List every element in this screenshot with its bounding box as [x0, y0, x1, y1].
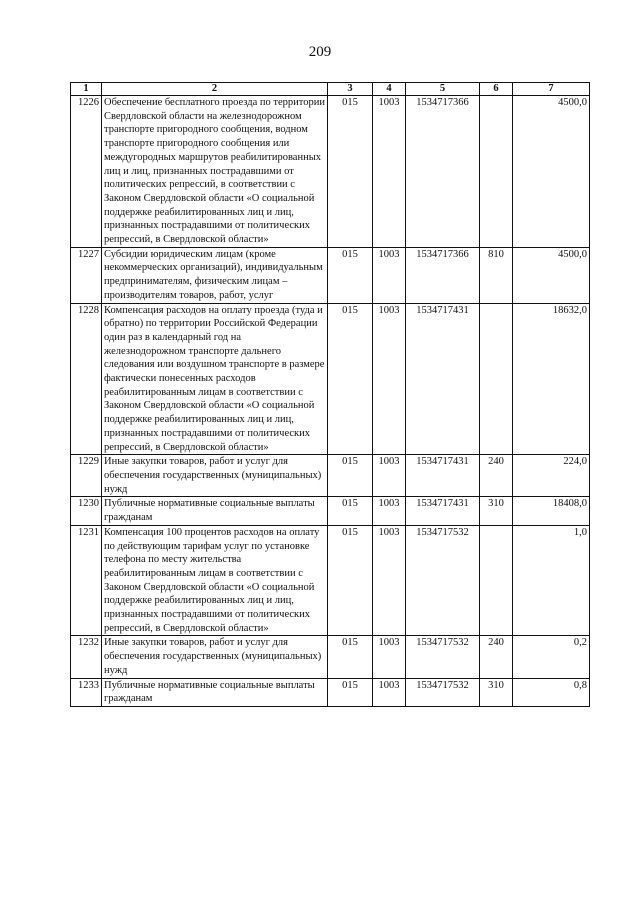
col-header-6: 6: [480, 83, 513, 96]
col-header-2: 2: [102, 83, 328, 96]
row-number: 1227: [71, 247, 102, 303]
header-row: [71, 83, 590, 96]
row-amount: 4500,0: [513, 247, 590, 303]
row-code-6: [480, 96, 513, 248]
row-description: Субсидии юридическим лицам (кроме некоммерческих организаций), индивидуальным предпринимателям, физическим лицам – производителям товаров, работ, услуг: [102, 247, 328, 303]
budget-table: [70, 82, 590, 707]
row-amount: 4500,0: [513, 96, 590, 248]
row-code-6: 310: [480, 497, 513, 525]
col-header-1: 1: [71, 83, 102, 96]
row-description: Иные закупки товаров, работ и услуг для обеспечения государственных (муниципальных) нужд: [102, 455, 328, 497]
row-code-4: 1003: [373, 96, 406, 248]
table-row: [71, 525, 590, 636]
row-number: 1226: [71, 96, 102, 248]
table-row: [71, 247, 590, 303]
row-code-4: 1003: [373, 497, 406, 525]
row-code-6: 240: [480, 455, 513, 497]
row-code-4: 1003: [373, 303, 406, 455]
table-row: [71, 96, 590, 248]
row-code-6: 810: [480, 247, 513, 303]
row-number: 1230: [71, 497, 102, 525]
row-description: Компенсация расходов на оплату проезда (туда и обратно) по территории Российской Федерации один раз в календарный год на железнодорожном транспорте дальнего следования или воздушном транспорте в размере фактически понесенных расходов реабилитированным лицам в соответствии с Законом Свердловской области «О социальной поддержке реабилитированных лиц и лиц, признанных пострадавшими от политических репрессий, в Свердловской области»: [102, 303, 328, 455]
row-code-5: 1534717532: [406, 678, 480, 706]
row-code-6: 310: [480, 678, 513, 706]
row-description: Иные закупки товаров, работ и услуг для обеспечения государственных (муниципальных) нужд: [102, 636, 328, 678]
row-amount: 224,0: [513, 455, 590, 497]
row-number: 1232: [71, 636, 102, 678]
row-code-4: 1003: [373, 247, 406, 303]
row-code-4: 1003: [373, 636, 406, 678]
row-code-6: 240: [480, 636, 513, 678]
row-description: Публичные нормативные социальные выплаты гражданам: [102, 497, 328, 525]
row-number: 1233: [71, 678, 102, 706]
table-row: [71, 678, 590, 706]
row-code-5: 1534717431: [406, 497, 480, 525]
row-amount: 0,2: [513, 636, 590, 678]
row-description: Компенсация 100 процентов расходов на оплату по действующим тарифам услуг по установке телефона по месту жительства реабилитированным лицам в соответствии с Законом Свердловской области «О социальной поддержке реабилитированных лиц и лиц, признанных пострадавшими от политических репрессий, в Свердловской области»: [102, 525, 328, 636]
row-code-3: 015: [328, 96, 373, 248]
row-code-3: 015: [328, 455, 373, 497]
table-row: [71, 303, 590, 455]
col-header-4: 4: [373, 83, 406, 96]
row-code-3: 015: [328, 247, 373, 303]
col-header-3: 3: [328, 83, 373, 96]
table-row: [71, 455, 590, 497]
table-row: [71, 497, 590, 525]
row-number: 1229: [71, 455, 102, 497]
page-number: 209: [308, 44, 332, 60]
row-code-3: 015: [328, 678, 373, 706]
row-code-4: 1003: [373, 678, 406, 706]
row-code-5: 1534717431: [406, 303, 480, 455]
row-description: Публичные нормативные социальные выплаты гражданам: [102, 678, 328, 706]
row-code-5: 1534717366: [406, 247, 480, 303]
row-code-3: 015: [328, 497, 373, 525]
row-description: Обеспечение бесплатного проезда по территории Свердловской области на железнодорожном транспорте пригородного сообщения, водном транспорте пригородного сообщения или междугородных маршрутов реабилитированных лиц и лиц, признанных пострадавшими от политических репрессий, в соответствии с Законом Свердловской области «О социальной поддержке реабилитированных лиц и лиц, признанных пострадавшими от политических репрессий, в Свердловской области»: [102, 96, 328, 248]
col-header-7: 7: [513, 83, 590, 96]
row-code-5: 1534717532: [406, 636, 480, 678]
row-amount: 1,0: [513, 525, 590, 636]
row-code-5: 1534717532: [406, 525, 480, 636]
table-row: [71, 636, 590, 678]
row-code-6: [480, 303, 513, 455]
row-code-3: 015: [328, 303, 373, 455]
row-code-5: 1534717366: [406, 96, 480, 248]
row-code-3: 015: [328, 525, 373, 636]
row-code-3: 015: [328, 636, 373, 678]
row-code-6: [480, 525, 513, 636]
row-amount: 18632,0: [513, 303, 590, 455]
row-number: 1231: [71, 525, 102, 636]
row-code-4: 1003: [373, 455, 406, 497]
row-code-5: 1534717431: [406, 455, 480, 497]
row-code-4: 1003: [373, 525, 406, 636]
row-amount: 0,8: [513, 678, 590, 706]
row-number: 1228: [71, 303, 102, 455]
col-header-5: 5: [406, 83, 480, 96]
row-amount: 18408,0: [513, 497, 590, 525]
